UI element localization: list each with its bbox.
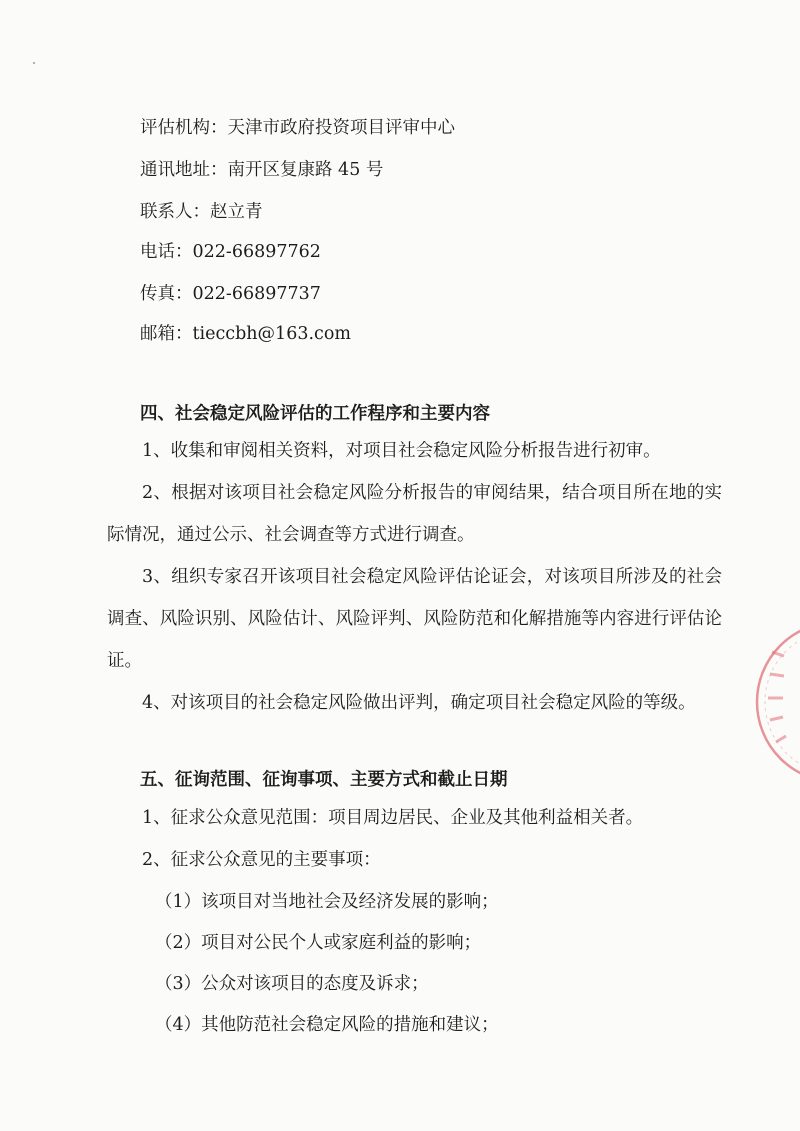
official-seal-stamp	[752, 612, 800, 792]
list-item: （3）公众对该项目的态度及诉求；	[155, 974, 429, 994]
org-value: 天津市政府投资项目评审中心	[227, 118, 455, 138]
list-item: （1）该项目对当地社会及经济发展的影响；	[155, 892, 499, 912]
org-line	[140, 116, 455, 140]
address-line	[140, 158, 383, 182]
contact-person-label: 联系人：	[140, 202, 210, 222]
section-4-paragraph-2: 2、根据对该项目社会稳定风险分析报告的审阅结果，结合项目所在地的实际情况，通过公示、社会调查等方式进行调查。	[107, 483, 722, 545]
phone-line	[140, 240, 321, 264]
contact-person-value: 赵立青	[210, 202, 263, 222]
seal-characters	[768, 652, 786, 742]
email-value: tieccbh@163.com	[192, 324, 351, 344]
phone-value: 022-66897762	[192, 242, 321, 262]
scan-speck	[33, 62, 35, 64]
section-5-paragraph-2: 2、征求公众意见的主要事项：	[142, 850, 381, 870]
fax-value: 022-66897737	[192, 284, 321, 304]
section-5-title: 五、征询范围、征询事项、主要方式和截止日期	[140, 770, 508, 790]
list-item: （2）项目对公民个人或家庭利益的影响；	[155, 933, 482, 953]
email-line	[140, 322, 351, 346]
contact-person-line	[140, 200, 263, 224]
fax-line	[140, 282, 321, 306]
section-4-paragraph-3: 3、组织专家召开该项目社会稳定风险评估论证会，对该项目所涉及的社会调查、风险识别、风险估计、风险评判、风险防范和化解措施等内容进行评估论证。	[107, 567, 722, 671]
fax-label: 传真：	[140, 284, 193, 304]
org-label: 评估机构：	[140, 118, 228, 138]
section-5-paragraph-1: 1、征求公众意见范围：项目周边居民、企业及其他利益相关者。	[142, 808, 644, 828]
list-item: （4）其他防范社会稳定风险的措施和建议；	[155, 1015, 499, 1035]
section-4-paragraph-1: 1、收集和审阅相关资料，对项目社会稳定风险分析报告进行初审。	[142, 441, 661, 461]
section-4-title: 四、社会稳定风险评估的工作程序和主要内容	[140, 404, 490, 424]
address-value: 南开区复康路 45 号	[227, 160, 384, 180]
seal-ring	[757, 622, 800, 782]
email-label: 邮箱：	[140, 324, 193, 344]
address-label: 通讯地址：	[140, 160, 228, 180]
seal-inner-ring	[765, 630, 800, 774]
section-4-paragraph-4: 4、对该项目的社会稳定风险做出评判，确定项目社会稳定风险的等级。	[142, 693, 696, 713]
phone-label: 电话：	[140, 242, 193, 262]
